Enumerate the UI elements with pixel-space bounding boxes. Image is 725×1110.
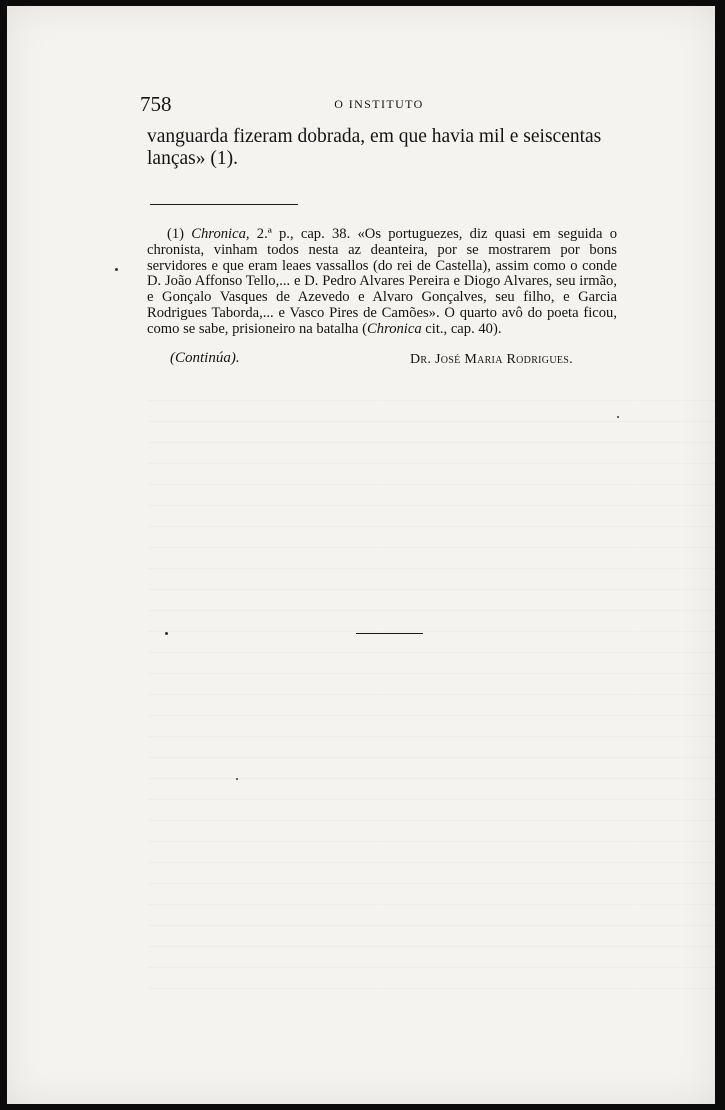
main-text-line: vanguarda fizeram dobrada, em que havia mil e seiscentas (147, 126, 602, 147)
continued-label: (Continúa). (170, 350, 240, 366)
page-number: 758 (140, 92, 172, 116)
show-through-texture (7, 6, 715, 1104)
footnote-citation-title: Chronica (367, 320, 422, 337)
author-signature: Dr. José Maria Rodrigues. (410, 352, 573, 367)
ink-speck (236, 778, 238, 780)
footnote (147, 227, 617, 338)
ink-speck (617, 416, 619, 418)
main-text (147, 126, 617, 170)
footnote-closing: cit., cap. 40). (421, 320, 502, 337)
ink-speck (165, 632, 168, 635)
main-text-line: lanças» (1). (147, 148, 238, 169)
footnote-marker: (1) (167, 226, 192, 242)
journal-name: O INSTITUTO (334, 97, 424, 111)
footnote-source-title: Chronica, (191, 226, 250, 242)
document-page (7, 6, 715, 1104)
end-divider (356, 633, 423, 634)
ink-speck (115, 268, 118, 271)
running-head (140, 92, 618, 116)
footnote-divider (150, 204, 298, 205)
footnote-body: 2.ª p., cap. 38. «Os portuguezes, diz quasi em seguida o chronista, vinham todos nesta az deanteira, por se mostrarem por bons servidores e que eram leaes vassallos (do rei de Castella), assim como o conde D. João Affonso Tello,... e D. Pedro Alvares Pereira e Diogo Alvares, seu irmão, e Gonçalo Vasques de Azevedo e Alvaro Gonçalves, seu filho, e Garcia Rodrigues Taborda,... e Vasco Pires de Camões». O quarto avô do poeta ficou, como se sabe, prisioneiro na batalha ( (147, 226, 618, 337)
